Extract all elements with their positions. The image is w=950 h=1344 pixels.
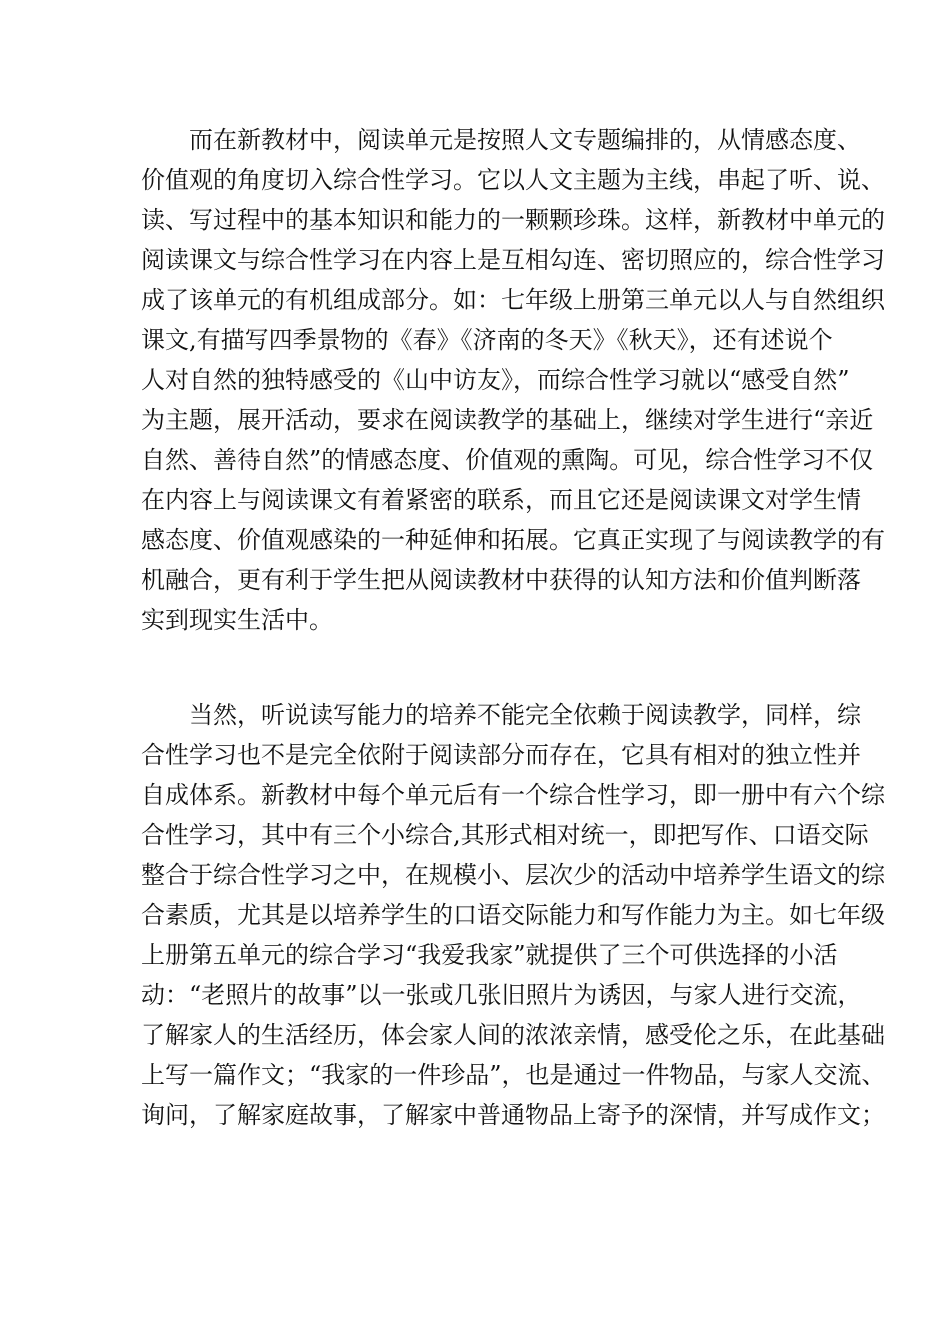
text-line: 询问，了解家庭故事，了解家中普通物品上寄予的深情，并写成作文； <box>141 1101 885 1129</box>
text-line: 机融合，更有利于学生把从阅读教材中获得的认知方法和价值判断落 <box>141 566 861 594</box>
text-line: 为主题，展开活动，要求在阅读教学的基础上，继续对学生进行“亲近 <box>141 406 874 434</box>
text-line: 合性学习，其中有三个小综合,其形式相对统一，即把写作、口语交际 <box>141 821 869 849</box>
text-line: 读、写过程中的基本知识和能力的一颗颗珍珠。这样，新教材中单元的 <box>141 206 885 234</box>
text-line: 当然，听说读写能力的培养不能完全依赖于阅读教学，同样，综 <box>189 701 861 729</box>
text-line: 课文,有描写四季景物的《春》《济南的冬天》《秋天》，还有述说个 <box>141 326 833 354</box>
text-line: 自成体系。新教材中每个单元后有一个综合性学习，即一册中有六个综 <box>141 781 885 809</box>
text-line: 上册第五单元的综合学习“我爱我家”就提供了三个可供选择的小活 <box>141 941 838 969</box>
text-line: 合素质，尤其是以培养学生的口语交际能力和写作能力为主。如七年级 <box>141 901 885 929</box>
text-line: 动：“老照片的故事”以一张或几张旧照片为诱因，与家人进行交流， <box>141 981 862 1009</box>
text-line: 实到现实生活中。 <box>141 606 333 634</box>
text-line: 整合于综合性学习之中，在规模小、层次少的活动中培养学生语文的综 <box>141 861 885 889</box>
text-line: 自然、善待自然”的情感态度、价值观的熏陶。可见，综合性学习不仅 <box>141 446 874 474</box>
text-line: 上写一篇作文；“我家的一件珍品”，也是通过一件物品，与家人交流、 <box>141 1061 886 1089</box>
text-line: 在内容上与阅读课文有着紧密的联系，而且它还是阅读课文对学生情 <box>141 486 861 514</box>
text-line: 阅读课文与综合性学习在内容上是互相勾连、密切照应的，综合性学习 <box>141 246 885 274</box>
text-line: 感态度、价值观感染的一种延伸和拓展。它真正实现了与阅读教学的有 <box>141 526 885 554</box>
text-line: 而在新教材中，阅读单元是按照人文专题编排的，从情感态度、 <box>189 126 861 154</box>
text-line: 价值观的角度切入综合性学习。它以人文主题为主线，串起了听、说、 <box>141 166 885 194</box>
text-line: 成了该单元的有机组成部分。如：七年级上册第三单元以人与自然组织 <box>141 286 885 314</box>
text-line: 了解家人的生活经历，体会家人间的浓浓亲情，感受伦之乐，在此基础 <box>141 1021 885 1049</box>
text-line: 人对自然的独特感受的《山中访友》，而综合性学习就以“感受自然” <box>141 366 850 394</box>
paragraph-comprehensive-learning <box>141 695 886 1135</box>
paragraph-reading-units <box>141 120 885 640</box>
text-line: 合性学习也不是完全依附于阅读部分而存在，它具有相对的独立性并 <box>141 741 861 769</box>
